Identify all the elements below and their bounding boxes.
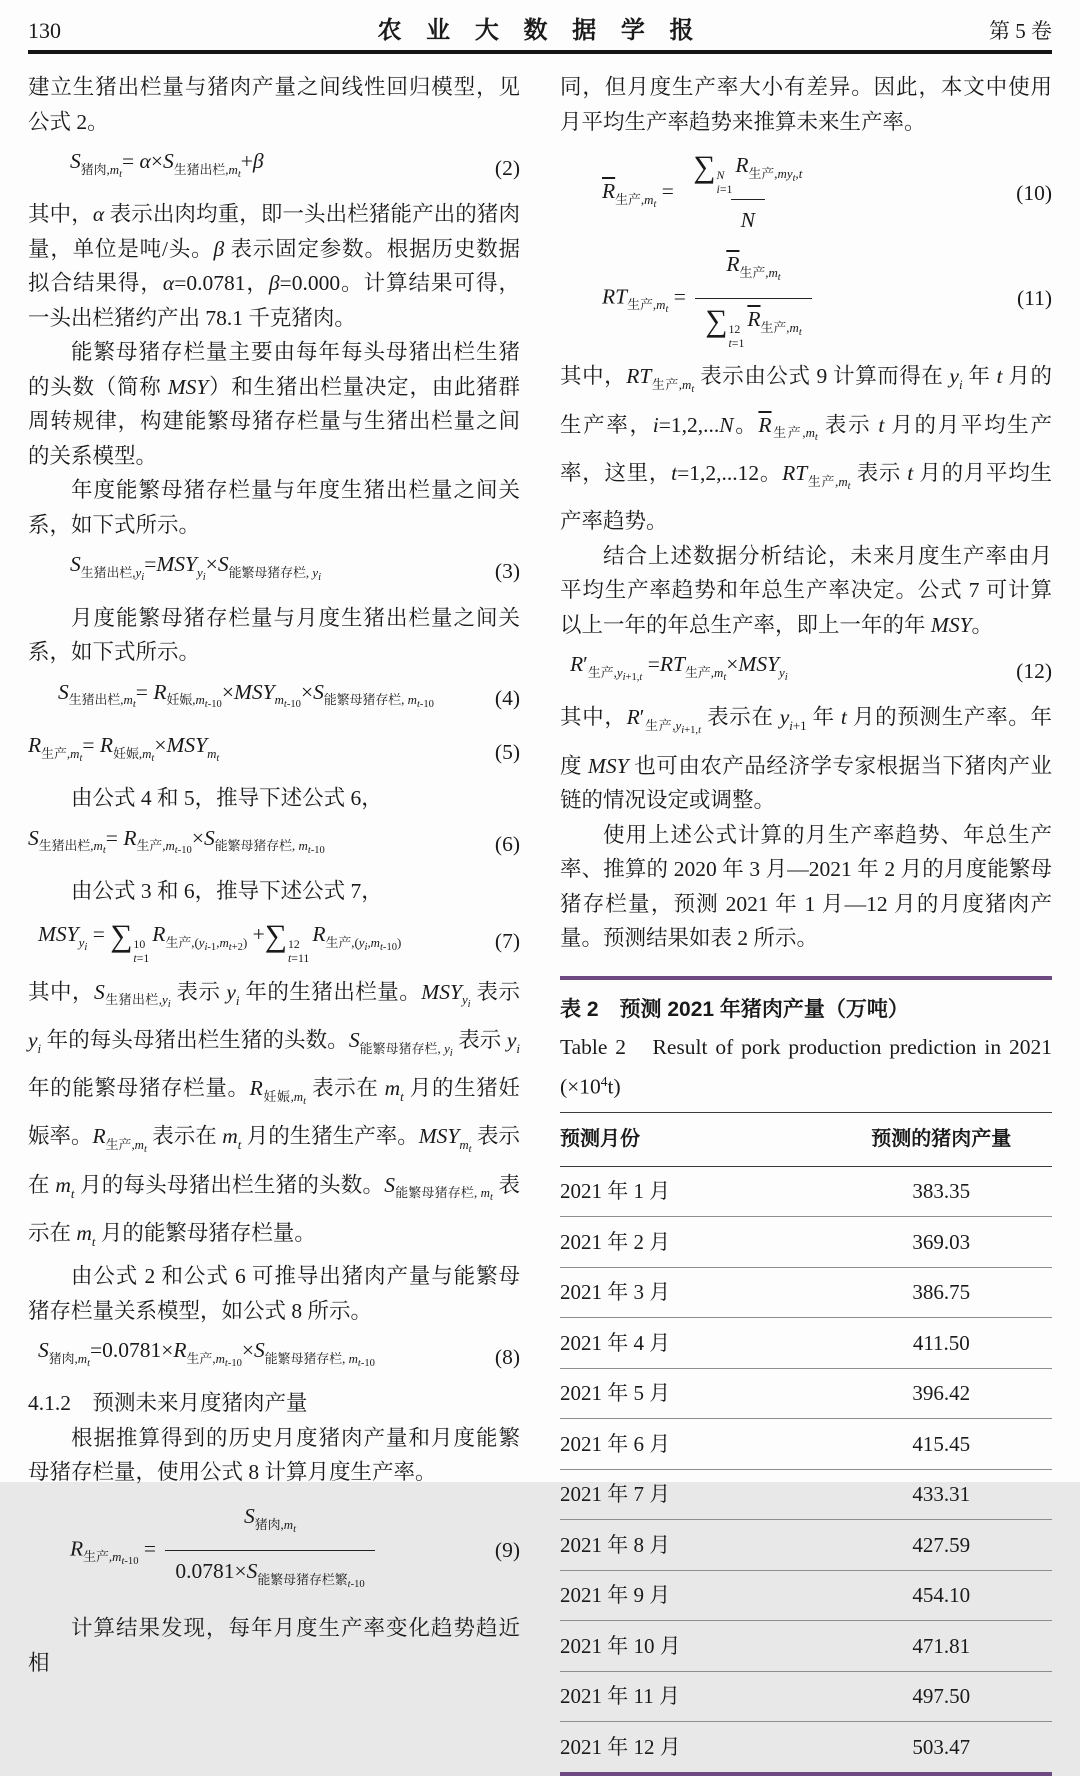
value-cell: 415.45 [831, 1419, 1052, 1470]
table-header-value: 预测的猪肉产量 [831, 1113, 1052, 1166]
paragraph-yearly-relation: 年度能繁母猪存栏量与年度生猪出栏量之间关系，如下式所示。 [28, 478, 520, 537]
table-2 [560, 976, 1052, 1776]
paragraph-derive-eq6: 由公式 4 和 5，推导下述公式 6， [71, 786, 383, 810]
table-row [560, 1318, 1052, 1369]
volume-label: 第 5 卷 [989, 19, 1052, 43]
equation-3-number: (3) [494, 559, 520, 584]
equation-5 [28, 728, 520, 776]
month-cell: 2021 年 6 月 [560, 1419, 831, 1470]
equation-10-number: (10) [1016, 180, 1052, 205]
equation-5-body: $R_{生产,m_t}= R_{妊娠,m_t}\times MSY_{m_t}$ [28, 732, 220, 764]
month-cell: 2021 年 9 月 [560, 1570, 831, 1621]
month-cell: 2021 年 10 月 [560, 1621, 831, 1672]
month-cell: 2021 年 7 月 [560, 1469, 831, 1520]
table-row [560, 1469, 1052, 1520]
equation-7-number: (7) [494, 929, 520, 954]
equation-6-body: $S_{生猪出栏,m_t}= R_{生产,m_{t-10}}\times S_{能繁母猪存栏, m_{t-10}}$ [28, 825, 325, 857]
left-column [28, 70, 520, 1776]
month-cell: 2021 年 8 月 [560, 1520, 831, 1571]
equation-9-body: $R_{生产,m_{t-10}}$ = $\frac{S_{猪肉,m_t}}{0.0781\times S_{能繁母猪存栏繁_{t-10}}}$ [70, 1499, 379, 1603]
table-row [560, 1520, 1052, 1571]
month-cell: 2021 年 12 月 [560, 1734, 681, 1759]
paragraph-future-rate: 结合上述数据分析结论，未来月度生产率由月平均生产率趋势和年总生产率决定。公式 7 可计算以上一年的年总生产率，即上一年的年 MSY。 [560, 543, 1052, 637]
table-row [560, 1166, 1052, 1217]
equation-11-body: $RT_{生产,m_t}$ = $\overline{R}_{生产,m_t}$ ∑ 12 t=1 $\overline{R}_{生产,m_t}$ [602, 247, 816, 351]
table-title-en-text: Table 2 Result of pork production prediction in 2021 (×10 [560, 1035, 1052, 1098]
table-row [560, 1570, 1052, 1621]
value-cell: 503.47 [912, 1734, 971, 1759]
paragraph-alpha-beta: 其中，α 表示出肉均重，即一头出栏猪能产出的猪肉量，单位是吨/头。β 表示固定参数。根据历史数据拟合结果得，α=0.0781，β=0.000。计算结果可得，一头出栏猪约产出 78.1 千克猪肉。 [28, 202, 520, 330]
table-header-month: 预测月份 [560, 1113, 831, 1166]
equation-8-body: $S_{猪肉,m_t}=0.0781\times R_{生产,m_{t-10}}\times S_{能繁母猪存栏, m_{t-10}}$ [38, 1338, 375, 1369]
equation-7-body: $MSY_{y_i}$ = ∑ 10 t=1 $R_{生产,(y_{i-1},m_{t+2})}$ +∑ 12 t=11 $R_{生产,(y_i,m_{t-10})}$ [38, 918, 402, 965]
value-cell: 386.75 [831, 1267, 1052, 1318]
value-cell: 369.03 [831, 1217, 1052, 1268]
table-header-row [560, 1113, 1052, 1166]
equation-3-body: $S_{生猪出栏,y_i}=MSY_{y_i}\times S_{能繁母猪存栏, y_i}$ [70, 552, 322, 583]
value-cell: 427.59 [831, 1520, 1052, 1571]
value-cell: 497.50 [831, 1671, 1052, 1722]
paragraph-msy-model: 能繁母猪存栏量主要由每年每头母猪出栏生猪的头数（简称 MSY）和生猪出栏量决定，由此猪群周转规律，构建能繁母猪存栏量与生猪出栏量之间的关系模型。 [28, 340, 520, 468]
paragraph-trend-continued: 同，但月度生产率大小有差异。因此，本文中使用月平均生产率趋势来推算未来生产率。 [560, 75, 1052, 134]
month-cell: 2021 年 5 月 [560, 1368, 831, 1419]
equation-2-body: $S_{猪肉,m_t}= \alpha\times S_{生猪出栏,m_t}+\beta$ [70, 149, 264, 180]
equation-5-number: (5) [494, 739, 520, 764]
two-column-body [28, 70, 1052, 1776]
equation-6 [28, 821, 520, 869]
value-cell: 433.31 [831, 1469, 1052, 1520]
equation-6-number: (6) [494, 832, 520, 857]
paragraph-intro-eq2: 建立生猪出栏量与猪肉产量之间线性回归模型，见公式 2。 [28, 75, 520, 134]
equation-2-number: (2) [494, 155, 520, 180]
equation-4-body: $S_{生猪出栏,m_t}= R_{妊娠,m_{t-10}}\times MSY_{m_{t-10}}\times S_{能繁母猪存栏, m_{t-10}}$ [58, 679, 434, 711]
value-cell: 383.35 [831, 1166, 1052, 1217]
table-row [560, 1671, 1052, 1722]
month-cell: 2021 年 11 月 [560, 1671, 831, 1722]
equation-12-number: (12) [1016, 658, 1052, 683]
month-cell: 2021 年 1 月 [560, 1166, 831, 1217]
page-header [28, 10, 1052, 45]
equation-10 [560, 148, 1052, 238]
journal-title: 农 业 大 数 据 学 报 [377, 17, 703, 44]
paragraph-derive-eq7: 由公式 3 和 6，推导下述公式 7， [71, 878, 383, 903]
paragraph-history-rate: 根据推算得到的历史月度猪肉产量和月度能繁母猪存栏量，使用公式 8 计算月度生产率。 [28, 1425, 520, 1485]
equation-7 [28, 917, 520, 965]
paragraph-rt-definitions: 其中，$RT_{生产,m_t}$ 表示由公式 9 计算而得在 $y_i$ 年 t 月的生产率，i=1,2,...N。$\overline{R}_{生产,m_t}$ 表示 t 月的月平均生产率，这里，t=1,2,...12。$RT_{生产,m_t}$ 表示 t 月的月平均生产率趋势。 [560, 364, 1052, 533]
table-row [560, 1267, 1052, 1318]
table-title-en-exponent: 4 [600, 1073, 608, 1089]
equation-11-number: (11) [1016, 286, 1052, 311]
month-cell: 2021 年 2 月 [560, 1217, 831, 1268]
paragraph-derive-eq8: 由公式 2 和公式 6 可推导出猪肉产量与能繁母猪存栏量关系模型，如公式 8 所示。 [28, 1264, 520, 1323]
table-row [560, 1621, 1052, 1672]
table-row [560, 1217, 1052, 1268]
value-cell: 454.10 [831, 1570, 1052, 1621]
equation-12 [560, 647, 1052, 695]
value-cell: 471.81 [831, 1621, 1052, 1672]
equation-3 [28, 547, 520, 595]
month-cell: 2021 年 3 月 [560, 1267, 831, 1318]
section-heading-412: 4.1.2 预测未来月度猪肉产量 [28, 1391, 308, 1416]
equation-4-number: (4) [494, 686, 520, 711]
table-row [560, 1368, 1052, 1419]
paragraph-prediction-setup: 使用上述公式计算的月生产率趋势、年总生产率、推算的 2020 年 3 月—2021 年 2 月的月度能繁母猪存栏量，预测 2021 年 1 月—12 月的月度猪肉产量。预测结果如表 2 所示。 [560, 822, 1052, 950]
header-rule [28, 50, 1052, 54]
paragraph-monthly-relation: 月度能繁母猪存栏量与月度生猪出栏量之间关系，如下式所示。 [28, 605, 520, 664]
paragraph-predicted-rate: 其中，$R'_{生产,y_{i+1,t}}$ 表示在 $y_{i+1}$ 年 t 月的预测生产率。年度 MSY 也可由农产品经济学专家根据当下猪肉产业链的情况设定或调整。 [560, 705, 1052, 812]
equation-9 [28, 1499, 520, 1603]
equation-11 [560, 247, 1052, 351]
paragraph-symbol-definitions: 其中，$S_{生猪出栏,y_i}$ 表示 $y_i$ 年的生猪出栏量。$MSY_{y_i}$ 表示 $y_i$ 年的每头母猪出栏生猪的头数。$S_{能繁母猪存栏, y_i}$ 表示 $y_i$ 年的能繁母猪存栏量。$R_{妊娠,m_t}$ 表示在 $m_t$ 月的生猪妊娠率。$R_{生产,m_t}$ 表示在 $m_t$ 月的生猪生产率。$MSY_{m_t}$ 表示在 $m_t$ 月的每头母猪出栏生猪的头数。$S_{能繁母猪存栏, m_t}$ 表示在 $m_t$ 月的能繁母猪存栏量。 [28, 979, 520, 1249]
paragraph-result-trend: 计算结果发现，每年月度生产率变化趋势趋近相 [28, 1616, 520, 1675]
value-cell: 411.50 [831, 1318, 1052, 1369]
table-title-en [560, 1030, 1052, 1113]
month-cell: 2021 年 4 月 [560, 1318, 831, 1369]
equation-8 [28, 1333, 520, 1381]
table-row [560, 1722, 1052, 1772]
table-title-cn: 表 2 预测 2021 年猪肉产量（万吨） [560, 997, 909, 1021]
equation-12-body: $R'_{生产,y_{i+1,t}} =RT_{生产,m_t}\times MSY_{y_i}$ [570, 652, 788, 683]
table-row [560, 1419, 1052, 1470]
right-column [560, 70, 1052, 1776]
value-cell: 396.42 [831, 1368, 1052, 1419]
equation-2 [28, 144, 520, 192]
table-title-en-suffix: t) [607, 1073, 621, 1098]
equation-4 [28, 675, 520, 723]
equation-10-body: $\overline{R}_{生产,m_t}$ = ∑ N i=1 $R_{生产,my_t,t}$ N [602, 148, 816, 238]
equation-9-number: (9) [494, 1538, 520, 1563]
equation-8-number: (8) [494, 1344, 520, 1369]
prediction-table [560, 1113, 1052, 1772]
page-number: 130 [28, 18, 61, 43]
